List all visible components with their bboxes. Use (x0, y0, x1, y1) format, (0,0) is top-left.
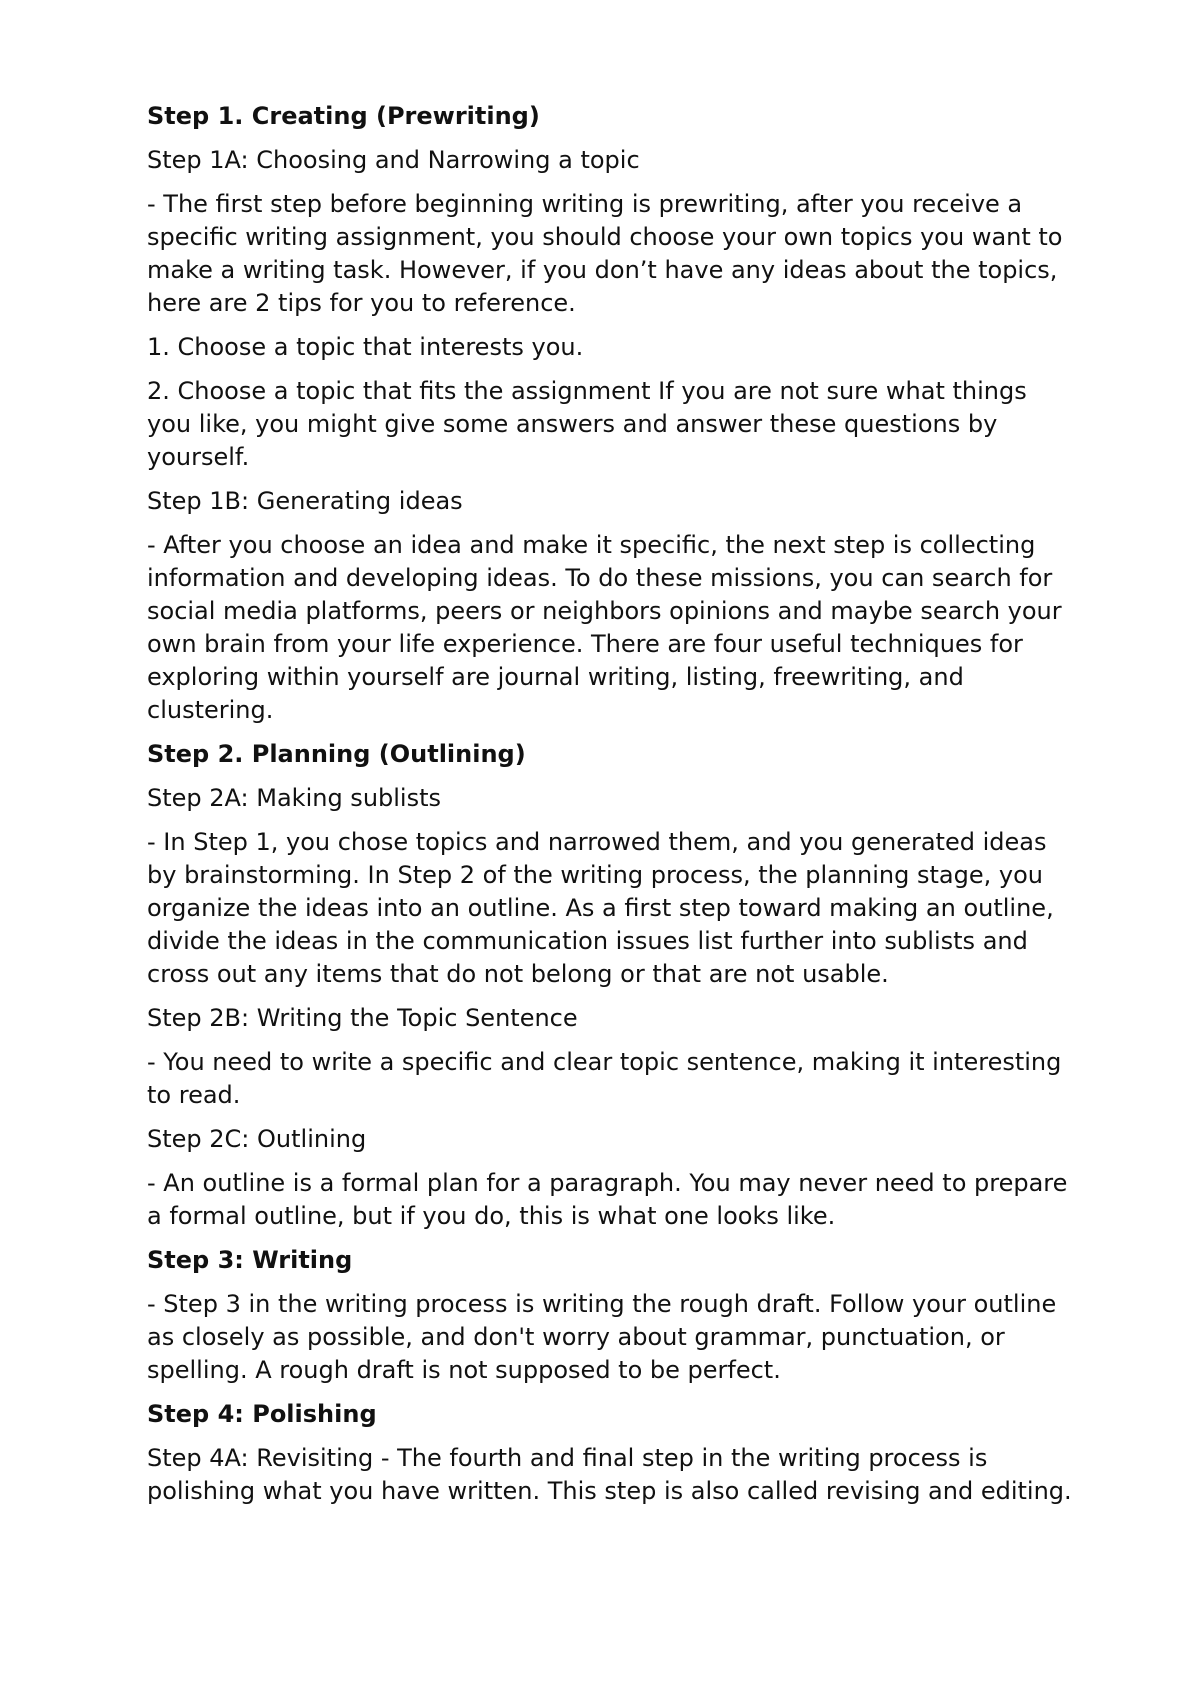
step3-heading: Step 3: Writing (147, 1246, 353, 1274)
step2c-title: Step 2C: Outlining (147, 1125, 367, 1153)
step4-paragraph: Step 4A: Revisiting - The fourth and final step in the writing process is polishing what you have written. This step is also called revising and editing. (147, 1444, 1072, 1505)
tip-1: 1. Choose a topic that interests you. (147, 333, 584, 361)
step1a-title: Step 1A: Choosing and Narrowing a topic (147, 146, 640, 174)
step2a-paragraph: - In Step 1, you chose topics and narrowed them, and you generated ideas by brainstorming. In Step 2 of the writing process, the planning stage, you organize the ideas into an outline. As a first step toward making an outline, divide the ideas in the communication issues list further into sublists and cross out any items that do not belong or that are not usable. (147, 828, 1054, 988)
step2b-paragraph: - You need to write a specific and clear topic sentence, making it interesting to read. (147, 1048, 1062, 1109)
tip-2: 2. Choose a topic that fits the assignment If you are not sure what things you like, you might give some answers and answer these questions by yourself. (147, 377, 1027, 471)
step2-heading: Step 2. Planning (Outlining) (147, 740, 526, 768)
document-page (147, 100, 1077, 1519)
step1b-paragraph: - After you choose an idea and make it specific, the next step is collecting information and developing ideas. To do these missions, you can search for social media platforms, peers or neighbors opinions and maybe search your own brain from your life experience. There are four useful techniques for exploring within yourself are journal writing, listing, freewriting, and clustering. (147, 531, 1062, 724)
step1a-paragraph: - The first step before beginning writing is prewriting, after you receive a specific writing assignment, you should choose your own topics you want to make a writing task. However, if you don’t have any ideas about the topics, here are 2 tips for you to reference. (147, 190, 1063, 317)
step4-heading: Step 4: Polishing (147, 1400, 377, 1428)
step1b-title: Step 1B: Generating ideas (147, 487, 463, 515)
step2a-title: Step 2A: Making sublists (147, 784, 442, 812)
step3-paragraph: - Step 3 in the writing process is writing the rough draft. Follow your outline as closely as possible, and don't worry about grammar, punctuation, or spelling. A rough draft is not supposed to be perfect. (147, 1290, 1057, 1384)
step1-heading: Step 1. Creating (Prewriting) (147, 102, 540, 130)
step2b-title: Step 2B: Writing the Topic Sentence (147, 1004, 578, 1032)
step2c-paragraph: - An outline is a formal plan for a paragraph. You may never need to prepare a formal outline, but if you do, this is what one looks like. (147, 1169, 1068, 1230)
